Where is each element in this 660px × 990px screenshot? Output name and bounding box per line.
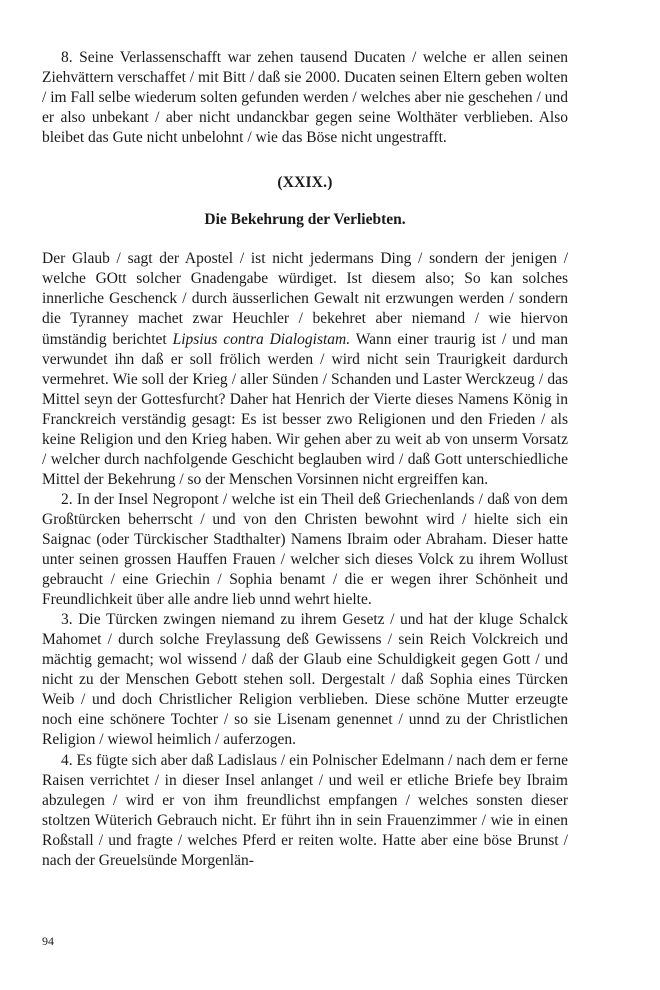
page-number: 94	[42, 934, 54, 948]
paragraph-2: 2. In der Insel Negropont / welche ist ein Theil deß Griechenlands / daß von dem Großtürcken beherrscht / und von den Christen bewohnt wird / hielte sich ein Saignac (oder Türckischer Stadthalter) Namens Ibraim oder Abraham. Dieser hatte unter seinen grossen Hauffen Frauen / welcher sich dieses Volck zu ihrem Wollust gebraucht / eine Griechin / Sophia benamt / die er wegen ihrer Schönheit und Freundlichkeit über alle andre lieb unnd wehrt hielte.	[42, 490, 568, 609]
paragraph-1	[42, 249, 568, 490]
paragraph-4: 4. Es fügte sich aber daß Ladislaus / ein Polnischer Edelmann / nach dem er ferne Raisen verrichtet / in dieser Insel anlanget / und weil er etliche Briefe bey Ibraim abzulegen / wird er von ihm freundlichst empfangen / welches sonsten dieser stoltzen Wüterich Gebrauch nicht. Er führt ihn in sein Frauenzimmer / wie in einen Roßstall / und fragte / welches Pferd er reiten wolte. Hatte aber eine böse Brunst / nach der Greuelsünde Morgenlän-	[42, 751, 568, 869]
chapter-title: Die Bekehrung der Verliebten.	[204, 211, 406, 229]
paragraph-3: 3. Die Türcken zwingen niemand zu ihrem Gesetz / und hat der kluge Schalck Mahomet / durch solche Freylassung deß Gewissens / sein Reich Volckreich und mächtig gemacht; wol wissend / daß der Glaub eine Schuldigkeit gegen Gott / und nicht zu der Menschen Gebott stehen soll. Dergestalt / daß Sophia eines Türcken Weib / und doch Christlicher Religion verblieben. Diese schöne Mutter erzeugte noch eine schönere Tochter / so sie Lisenam genennet / unnd zu der Christlichen Religion / wiewol heimlich / auferzogen.	[42, 611, 568, 749]
chapter-number: (XXIX.)	[277, 174, 333, 192]
citation-italic: Lipsius contra Dialogistam.	[172, 330, 351, 348]
paragraph-8: 8. Seine Verlassenschafft war zehen tausend Ducaten / welche er allen seinen Ziehvättern verschaffet / mit Bitt / daß sie 2000. Ducaten seinen Eltern geben wolten / im Fall selbe wiederum solten gefunden werden / welches aber nie geschehen / und er also unbekant / aber nicht undanckbar gegen seine Wolthäter verblieben. Also bleibet das Gute nicht unbelohnt / wie das Böse nicht ungestrafft.	[42, 49, 568, 147]
page-body	[42, 48, 568, 871]
paragraph-1-text-b: Wann einer traurig ist / und man verwundet ihn daß er soll frölich werden / wird nicht sein Traurigkeit dardurch vermehret. Wie soll der Krieg / aller Sünden / Schanden und Laster Werckzeug / das Mittel seyn der Gottesfurcht? Daher hat Henrich der Vierte dieses Namens König in Franckreich verständig gesagt: Es ist besser zwo Religionen und den Frieden / als keine Religion und den Krieg haben. Wir gehen aber zu weit ab von unserm Vorsatz / welcher durch nachfolgende Geschicht beglauben wird / daß Gott unterschiedliche Mittel der Bekehrung / so der Menschen Vorsinnen nicht ergreiffen kan.	[42, 330, 568, 488]
paragraph-1-text-a: Der Glaub / sagt der Apostel / ist nicht jedermans Ding / sondern der jenigen / welche GOtt solcher Gnadengabe würdiget. Ist diesem also; So kan solches innerliche Geschenck / durch äusserlichen Gewalt nit erzwungen werden / sondern die Tyranney machet zwar Heuchler / bekehret aber niemand / wie hiervon ümständig berichtet	[42, 250, 568, 348]
